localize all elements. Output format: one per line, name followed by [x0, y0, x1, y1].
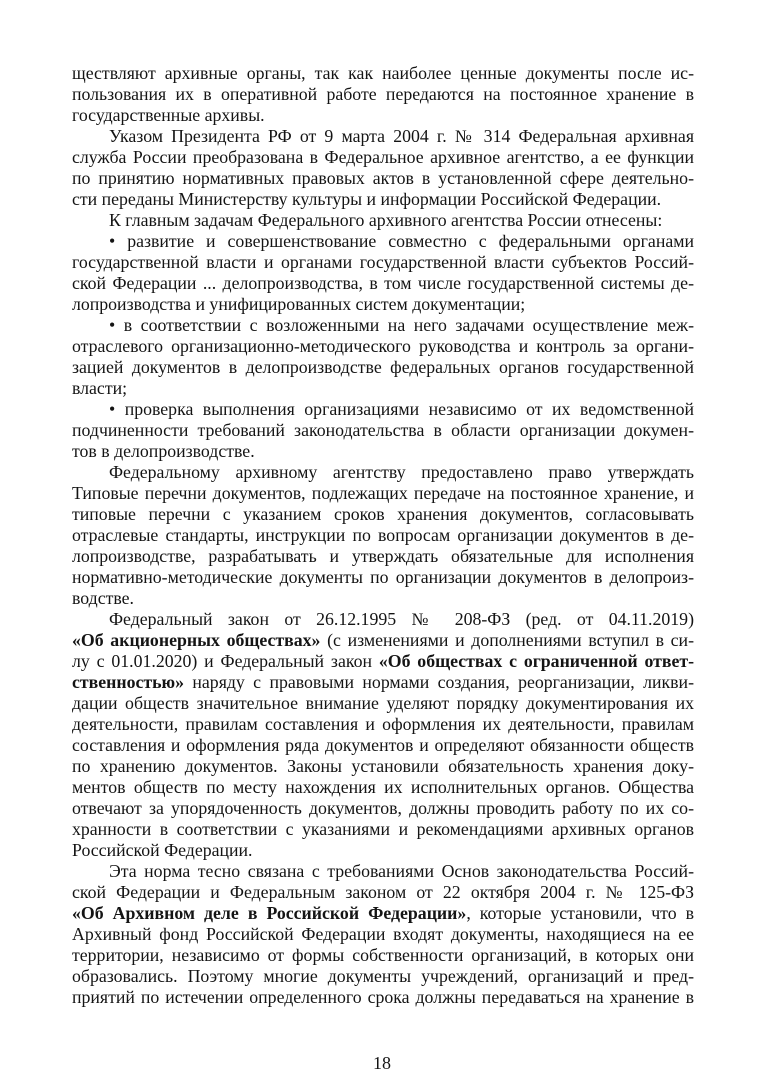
- text-line: [72, 630, 694, 651]
- bold-law-title: «Об Архивном деле в Российской Федерации»: [72, 903, 467, 923]
- text-line: составления и оформления ряда документов и определяют обязанности обществ: [72, 735, 694, 755]
- text-line: власти;: [72, 378, 128, 398]
- paragraph: [72, 861, 694, 1008]
- bold-law-title: ственностью»: [72, 672, 185, 692]
- bold-law-title: «Об обществах с ограниченной ответ-: [378, 651, 694, 671]
- text-line: лопроизводстве, разрабатывать и утверждать обязательные для исполнения: [72, 546, 694, 566]
- text-line: К главным задачам Федерального архивного агентства России отнесены:: [109, 210, 663, 230]
- text-line: дации обществ значительное внимание уделяют порядку документирования их: [72, 693, 694, 713]
- text-line: Указом Президента РФ от 9 марта 2004 г. № 314 Федеральная архивная: [109, 126, 694, 146]
- text-line: сти переданы Министерству культуры и информации Российской Федерации.: [72, 189, 662, 209]
- text-line: зацией документов в делопроизводстве федеральных органов государственной: [72, 357, 694, 377]
- text-segment: , которые установили, что в: [466, 903, 695, 923]
- text-line: типовые перечни с указанием сроков хранения документов, согласовывать: [72, 504, 694, 524]
- page-number: 18: [373, 1053, 391, 1073]
- text-line: приятий по истечении определенного срока должны передаваться на хранение в: [72, 987, 694, 1007]
- text-line: [72, 672, 694, 693]
- text-segment: (с изменениями и дополнениями вступил в си-: [320, 630, 694, 650]
- paragraph: [72, 126, 694, 210]
- text-segment: лу с 01.01.2020) и Федеральный закон: [72, 651, 379, 671]
- text-line: ментов обществ по месту нахождения их исполнительных органов. Общества: [72, 777, 694, 797]
- text-line: отраслевые стандарты, инструкции по вопросам организации документов в де-: [72, 525, 694, 545]
- text-line: государственной власти и органами государственной власти субъектов Россий-: [72, 252, 694, 272]
- paragraph: [72, 609, 694, 861]
- paragraph: [72, 210, 694, 231]
- text-line: лопроизводства и унифицированных систем документации;: [72, 294, 526, 314]
- text-line: • в соответствии с возложенными на него задачами осуществление меж-: [109, 315, 694, 335]
- paragraph: [72, 231, 694, 315]
- text-line: [72, 651, 694, 672]
- paragraph: [72, 315, 694, 399]
- text-line: территории, независимо от формы собственности организаций, в которых они: [72, 945, 694, 965]
- text-line: тов в делопроизводстве.: [72, 441, 255, 461]
- text-line: водстве.: [72, 588, 134, 608]
- text-line: Архивный фонд Российской Федерации входят документы, находящиеся на ее: [72, 924, 694, 944]
- text-line: • развитие и совершенствование совместно с федеральными органами: [109, 231, 694, 251]
- text-line: ской Федерации и Федеральным законом от 22 октября 2004 г. № 125-ФЗ: [72, 882, 694, 902]
- document-body: [72, 63, 694, 1008]
- text-line: Типовые перечни документов, подлежащих передаче на постоянное хранение, и: [72, 483, 694, 503]
- text-line: нормативно-методические документы по организации документов в делопроиз-: [72, 567, 694, 587]
- text-line: Федеральному архивному агентству предоставлено право утверждать: [109, 462, 694, 482]
- text-line: отвечают за упорядоченность документов, должны проводить работу по их со-: [72, 798, 694, 818]
- text-line: [72, 903, 694, 924]
- text-line: ществляют архивные органы, так как наиболее ценные документы после ис-: [72, 63, 694, 83]
- text-line: по принятию нормативных правовых актов в установленной сфере деятельно-: [72, 168, 694, 188]
- text-line: служба России преобразована в Федеральное архивное агентство, а ее функции: [72, 147, 694, 167]
- text-line: отраслевого организационно-методического руководства и контроль за органи-: [72, 336, 694, 356]
- text-line: образовались. Поэтому многие документы учреждений, организаций и пред-: [72, 966, 694, 986]
- paragraph: [72, 462, 694, 609]
- text-line: Российской Федерации.: [72, 840, 253, 860]
- text-line: пользования их в оперативной работе передаются на постоянное хранение в: [72, 84, 694, 104]
- text-line: хранности в соответствии с указаниями и рекомендациями архивных органов: [72, 819, 694, 839]
- text-line: государственные архивы.: [72, 105, 265, 125]
- text-line: • проверка выполнения организациями независимо от их ведомственной: [109, 399, 694, 419]
- text-line: Эта норма тесно связана с требованиями Основ законодательства Россий-: [109, 861, 694, 881]
- text-segment: наряду с правовыми нормами создания, реорганизации, ликви-: [184, 672, 694, 692]
- paragraph: [72, 399, 694, 462]
- text-line: ской Федерации ... делопроизводства, в том числе государственной системы де-: [72, 273, 694, 293]
- paragraph: [72, 63, 694, 126]
- bold-law-title: «Об акционерных обществах»: [72, 630, 321, 650]
- text-line: деятельности, правилам составления и оформления их деятельности, правилам: [72, 714, 694, 734]
- text-line: подчиненности требований законодательства в области организации докумен-: [72, 420, 694, 440]
- text-line: Федеральный закон от 26.12.1995 № 208-ФЗ (ред. от 04.11.2019): [109, 609, 694, 629]
- text-line: по хранению документов. Законы установили обязательность хранения доку-: [72, 756, 694, 776]
